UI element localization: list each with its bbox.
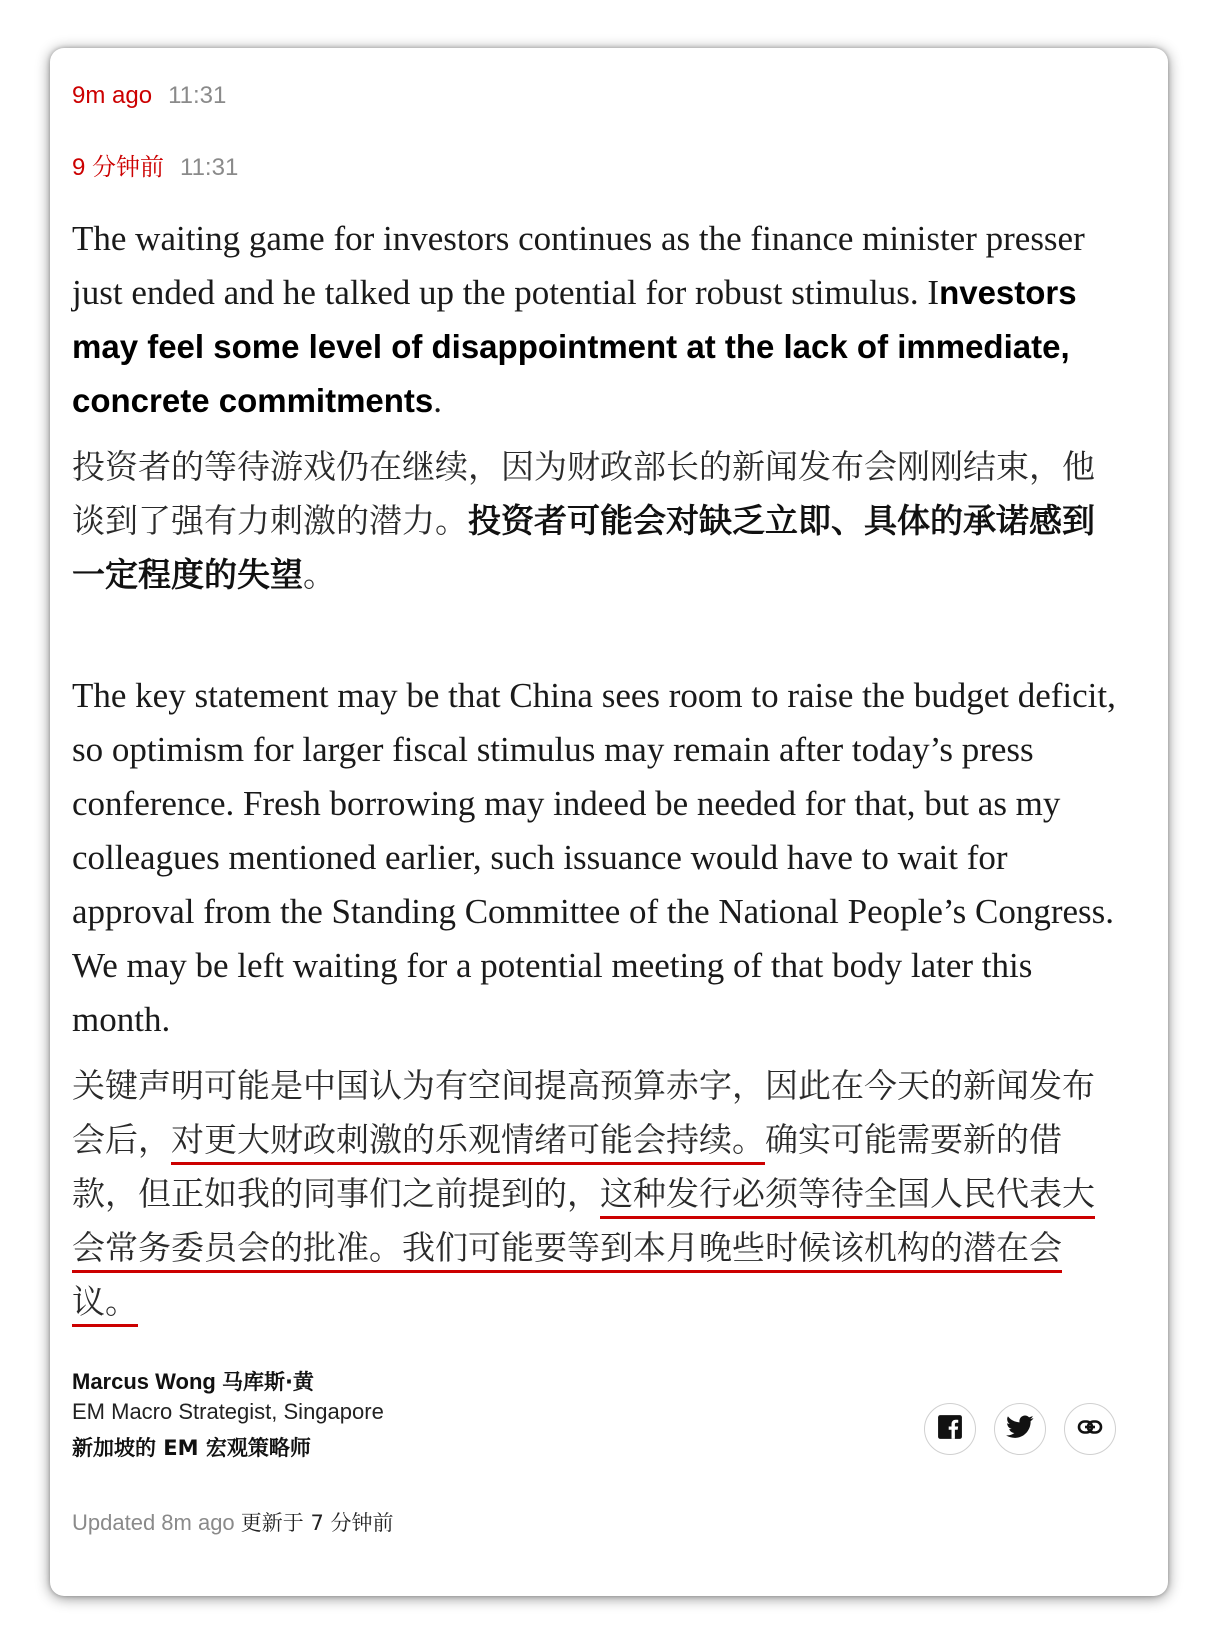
paragraph-2-zh	[72, 1059, 1116, 1329]
paragraph-1-zh-end: 。	[303, 555, 336, 594]
paragraph-1-en-text: The waiting game for investors continues as the finance minister presser just ended and he talked up the potential for robust stimulus. I	[72, 219, 1085, 312]
paragraph-2-en: The key statement may be that China sees room to raise the budget deficit, so optimism for larger fiscal stimulus may remain after today’s press conference. Fresh borrowing may indeed be needed for that, but as my colleagues mentioned earlier, such issuance would have to wait for approval from the Standing Committee of the National People’s Congress. We may be left waiting for a potential meeting of that body later this month.	[72, 676, 1116, 1039]
share-buttons	[924, 1403, 1116, 1455]
time-ago-en: 9m ago	[72, 82, 153, 109]
updated-zh: 更新于 7 分钟前	[240, 1511, 394, 1535]
post-footer	[72, 1367, 1116, 1537]
paragraph-1-zh	[72, 440, 1116, 602]
author-role-zh: 新加坡的 EM 宏观策略师	[72, 1436, 311, 1460]
paragraph-1-zh-text: 投资者的等待游戏仍在继续，因为财政部长的新闻发布会刚刚结束，他谈到了强有力刺激的潜力。	[72, 447, 1095, 540]
paragraph-2-zh-c: 确实可能需要新的借款，但正如我的同事们之前提到的，	[72, 1120, 1062, 1213]
paragraph-2-zh-highlight-2: 这种发行必须等待全国人民代表大会常务委员会的批准。我们可能要等到本月晚些时候该机构的潜在会议。	[72, 1174, 1095, 1327]
live-post-card	[50, 48, 1168, 1596]
author-name: Marcus Wong	[72, 1369, 216, 1394]
author-name-zh: 马库斯·黄	[221, 1370, 314, 1394]
paragraph-1-en	[72, 212, 1116, 428]
copy-link-button[interactable]	[1064, 1403, 1116, 1455]
share-twitter-button[interactable]	[994, 1403, 1046, 1455]
timestamp-zh	[72, 147, 1116, 182]
paragraph-2-zh-a: 关键声明可能是中国认为有空间提高预算赤字，因此在今天的新闻发布会后，	[72, 1066, 1095, 1159]
paragraph-1-en-end: .	[433, 381, 443, 420]
facebook-icon	[937, 1414, 963, 1445]
time-en: 11:31	[168, 82, 227, 109]
updated-en: Updated 8m ago	[72, 1510, 235, 1535]
time-zh: 11:31	[180, 154, 239, 181]
paragraph-1-zh-bold: 投资者可能会对缺乏立即、具体的承诺感到一定程度的失望	[72, 501, 1095, 594]
link-icon	[1077, 1419, 1103, 1440]
share-facebook-button[interactable]	[924, 1403, 976, 1455]
timestamp-en	[72, 82, 1116, 110]
time-ago-zh: 9 分钟前	[72, 154, 165, 181]
paragraph-2-zh-highlight-1: 对更大财政刺激的乐观情绪可能会持续。	[171, 1120, 765, 1165]
updated-line	[72, 1507, 1116, 1537]
author-role: EM Macro Strategist, Singapore	[72, 1399, 384, 1424]
paragraph-1-en-bold: nvestors may feel some level of disappointment at the lack of immediate, concrete commitments	[72, 274, 1077, 419]
twitter-icon	[1006, 1415, 1034, 1444]
